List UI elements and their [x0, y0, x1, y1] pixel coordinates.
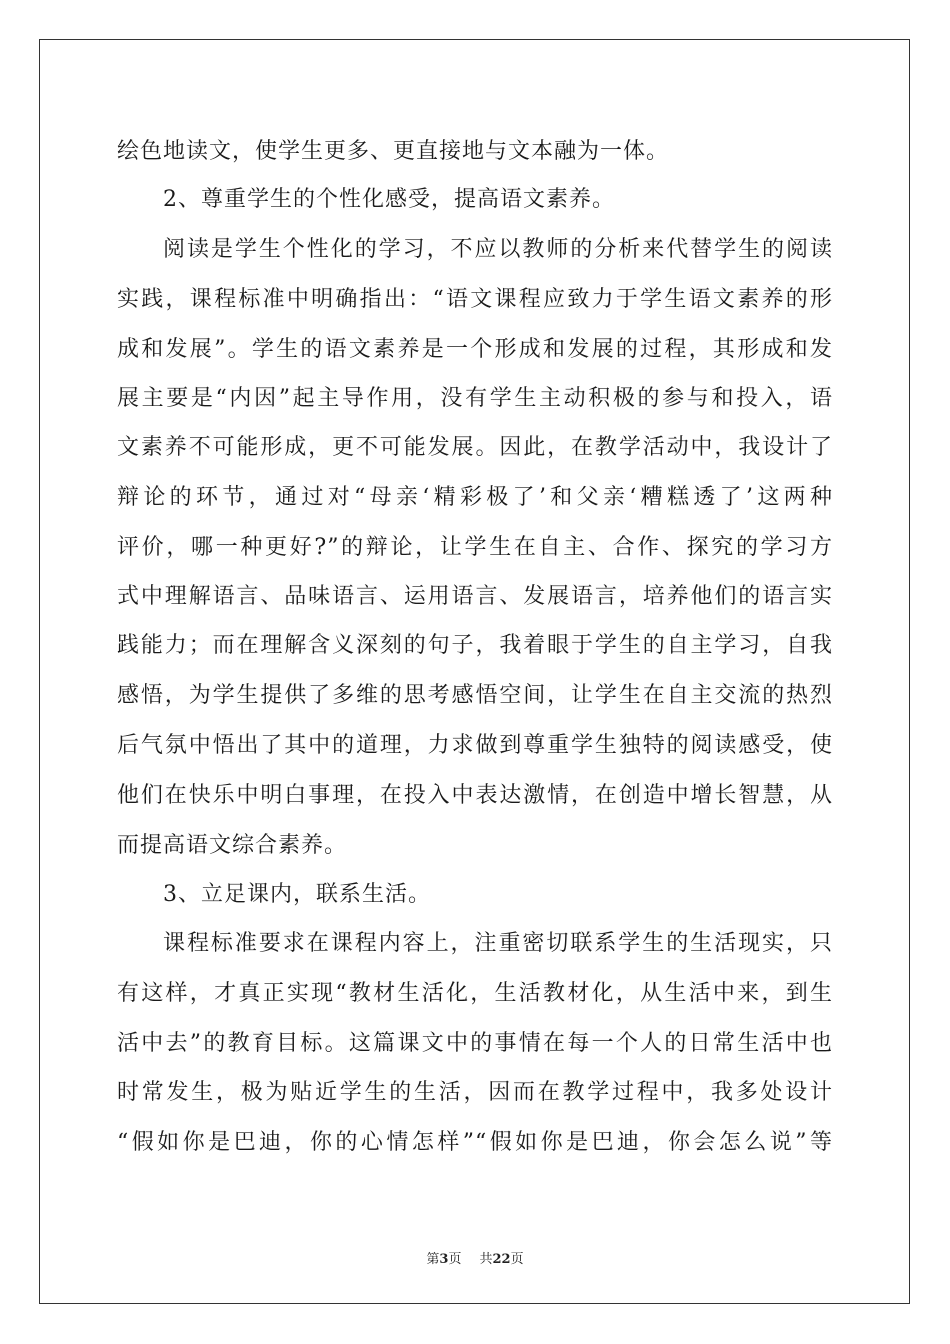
page-footer: [0, 1248, 950, 1267]
section-heading: 2、尊重学生的个性化感受，提高语文素养。: [163, 187, 615, 212]
text-line: 评价，哪一种更好?”的辩论，让学生在自主、合作、探究的学习方: [117, 535, 833, 560]
footer-total-prefix: 共: [479, 1252, 493, 1267]
text-line: “假如你是巴迪，你的心情怎样”“假如你是巴迪，你会怎么说”等: [117, 1130, 833, 1155]
page-border: [39, 39, 910, 1304]
text-line: 阅读是学生个性化的学习，不应以教师的分析来代替学生的阅读: [163, 237, 833, 262]
footer-page-suffix: 页: [448, 1252, 462, 1267]
footer-prefix: 第: [426, 1252, 440, 1267]
text-line: 活中去”的教育目标。这篇课文中的事情在每一个人的日常生活中也: [117, 1031, 833, 1056]
text-line: 践能力；而在理解含义深刻的句子，我着眼于学生的自主学习，自我: [117, 633, 833, 658]
text-line: 时常发生，极为贴近学生的生活，因而在教学过程中，我多处设计: [117, 1080, 833, 1105]
text-line: 课程标准要求在课程内容上，注重密切联系学生的生活现实，只: [163, 931, 833, 956]
text-line: 绘色地读文，使学生更多、更直接地与文本融为一体。: [117, 139, 670, 164]
text-line: 展主要是“内因”起主导作用，没有学生主动积极的参与和投入，语: [117, 386, 833, 411]
text-line: 辩论的环节，通过对“母亲‘精彩极了’和父亲‘糟糕透了’这两种: [117, 485, 833, 510]
text-line: 成和发展”。学生的语文素养是一个形成和发展的过程，其形成和发: [117, 337, 833, 362]
text-line: 而提高语文综合素养。: [117, 833, 348, 858]
text-line: 实践，课程标准中明确指出：“语文课程应致力于学生语文素养的形: [117, 287, 833, 312]
text-line: 文素养不可能形成，更不可能发展。因此，在教学活动中，我设计了: [117, 435, 833, 460]
total-pages: 22: [492, 1252, 511, 1267]
page-number: 3: [439, 1252, 449, 1267]
text-line: 他们在快乐中明白事理，在投入中表达激情，在创造中增长智慧，从: [117, 783, 833, 808]
text-line: 感悟，为学生提供了多维的思考感悟空间，让学生在自主交流的热烈: [117, 683, 833, 708]
text-line: 后气氛中悟出了其中的道理，力求做到尊重学生独特的阅读感受，使: [117, 733, 833, 758]
footer-total-suffix: 页: [510, 1252, 524, 1267]
section-heading: 3、立足课内，联系生活。: [163, 882, 431, 907]
text-line: 有这样，才真正实现“教材生活化，生活教材化，从生活中来，到生: [117, 981, 833, 1006]
text-line: 式中理解语言、品味语言、运用语言、发展语言，培养他们的语言实: [117, 584, 833, 609]
